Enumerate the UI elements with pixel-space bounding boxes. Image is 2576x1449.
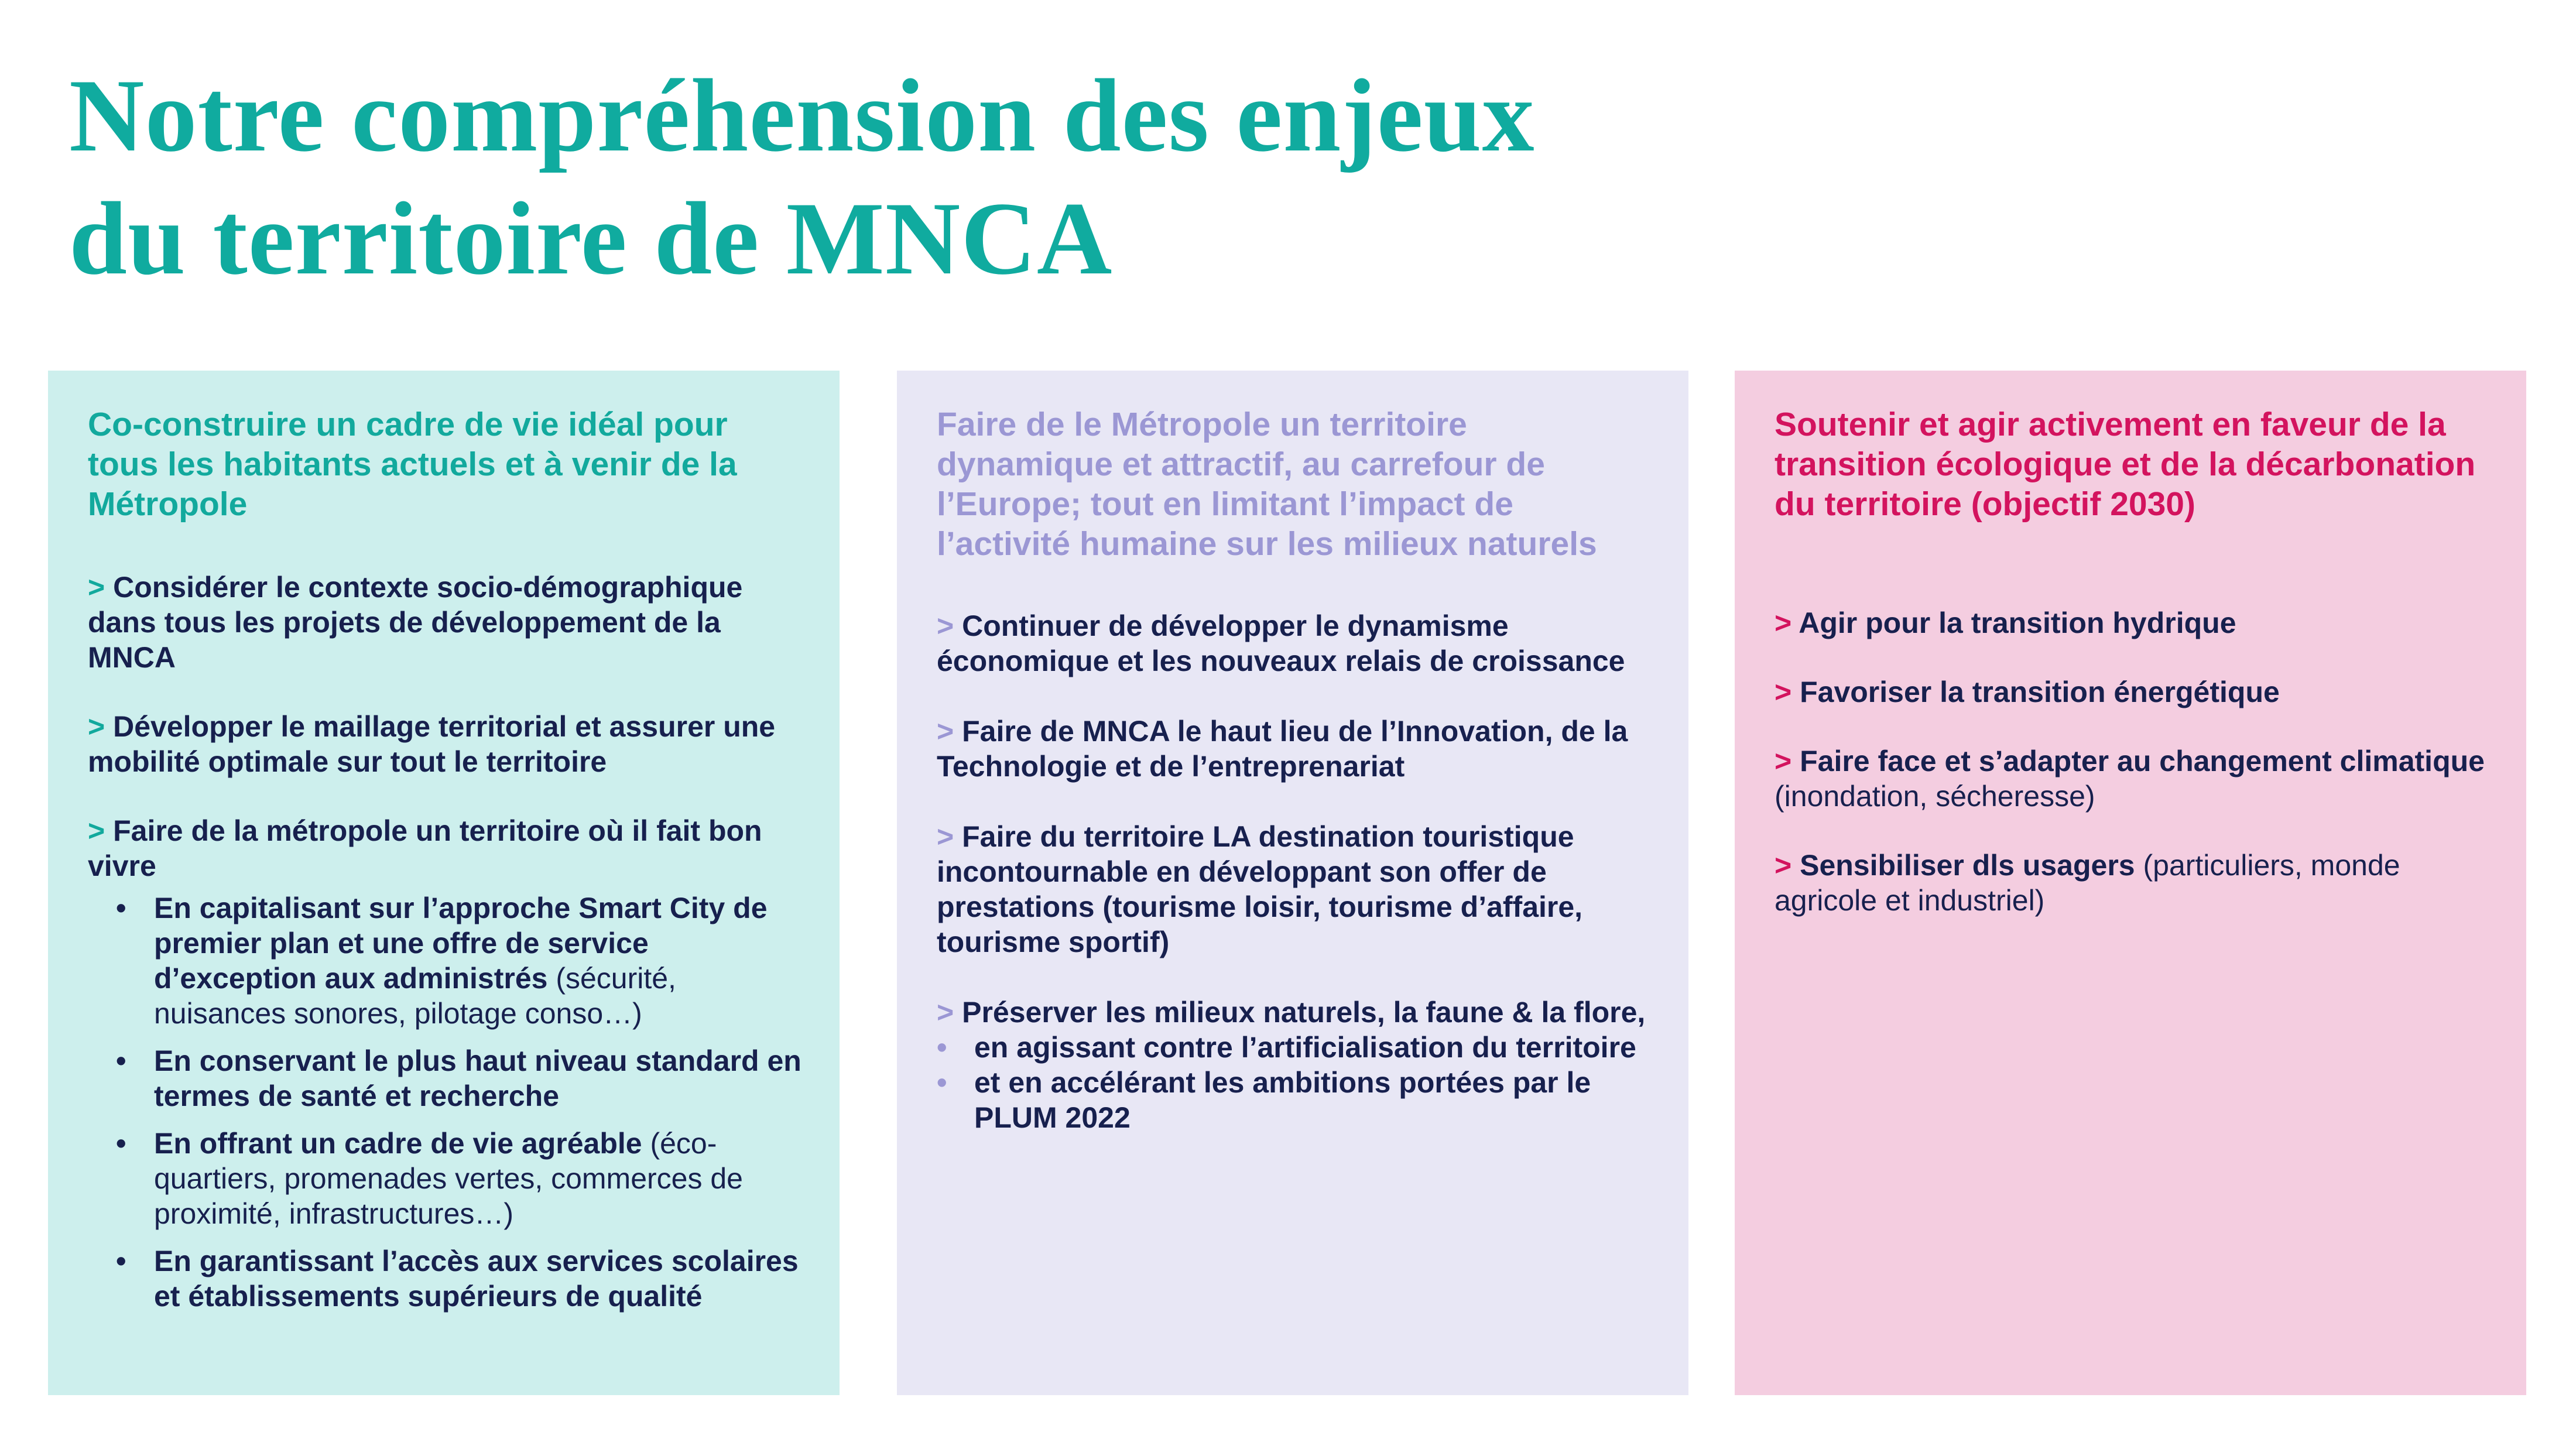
item-normal-text: (inondation, sécheresse): [1775, 780, 2095, 813]
item-text: Faire du territoire LA destination touristique incontournable en développant son offer de prestations (tourisme loisir, tourisme d’affaire, tourisme sportif): [937, 820, 1583, 958]
bullet-item: [88, 1126, 803, 1231]
bullet-item: [937, 1030, 1652, 1065]
list-item: [937, 608, 1652, 679]
list-item: [1775, 674, 2490, 710]
bullet-item: [88, 890, 803, 1031]
arrow-marker: >: [88, 814, 105, 847]
bullet-list: [88, 890, 803, 1314]
item-text: Faire de MNCA le haut lieu de l’Innovation, de la Technologie et de l’entreprenariat: [937, 715, 1628, 783]
bullet-item: [937, 1065, 1652, 1135]
page-title-line-2: du territoire de MNCA: [69, 180, 1113, 296]
bullet-normal-text: (éco-quartiers, promenades vertes, commerces de proximité, infrastructures…): [154, 1127, 743, 1230]
bullet-dot-icon: •: [937, 1066, 947, 1099]
arrow-marker: >: [937, 996, 954, 1029]
bullet-dot-icon: •: [116, 1127, 126, 1160]
list-item: [937, 819, 1652, 960]
bullet-dot-icon: •: [116, 1245, 126, 1277]
item-text: Continuer de développer le dynamisme économique et les nouveaux relais de croissance: [937, 609, 1625, 677]
arrow-marker: >: [1775, 745, 1792, 777]
bullet-bold-text: En capitalisant sur l’approche Smart City de premier plan et une offre de service d’exception aux administrés: [154, 892, 768, 995]
list-item: [88, 709, 803, 779]
list-item: [1775, 848, 2490, 918]
card-dynamisme-attractivite: [897, 371, 1688, 1395]
card-items: [1775, 605, 2490, 918]
bullet-list: [937, 1030, 1652, 1135]
arrow-marker: >: [937, 609, 954, 642]
list-item: [1775, 744, 2490, 814]
bullet-normal-text: (sécurité, nuisances sonores, pilotage conso…): [154, 962, 676, 1030]
card-heading: Co-construire un cadre de vie idéal pour tous les habitants actuels et à venir de la Métropole: [88, 406, 737, 523]
item-text: Préserver les milieux naturels, la faune & la flore,: [962, 996, 1646, 1029]
item-text: Faire face et s’adapter au changement climatique: [1800, 745, 2485, 777]
bullet-item: [88, 1043, 803, 1114]
page-title-line-1: Notre compréhension des enjeux: [69, 57, 1535, 173]
bullet-bold-text: En offrant un cadre de vie agréable: [154, 1127, 642, 1160]
card-items: [937, 608, 1652, 1135]
bullet-bold-text: et en accélérant les ambitions portées par le PLUM 2022: [974, 1066, 1591, 1134]
arrow-marker: >: [937, 820, 954, 853]
item-text: Agir pour la transition hydrique: [1799, 607, 2236, 639]
list-item: [1775, 605, 2490, 640]
bullet-dot-icon: •: [937, 1031, 947, 1064]
item-normal-text: (particuliers, monde agricole et industriel): [1775, 849, 2400, 917]
card-cadre-de-vie: [48, 371, 840, 1395]
arrow-marker: >: [88, 571, 105, 604]
bullet-dot-icon: •: [116, 892, 126, 924]
bullet-item: [88, 1244, 803, 1314]
arrow-marker: >: [937, 715, 954, 748]
item-text: Favoriser la transition énergétique: [1800, 676, 2280, 708]
list-item: [937, 995, 1652, 1030]
bullet-dot-icon: •: [116, 1044, 126, 1077]
page-title: [69, 54, 1825, 300]
item-text: Sensibiliser dls usagers: [1800, 849, 2135, 882]
arrow-marker: >: [1775, 607, 1792, 639]
arrow-marker: >: [1775, 676, 1792, 708]
item-text: Considérer le contexte socio-démographique dans tous les projets de développement de la MNCA: [88, 571, 743, 674]
card-heading: Faire de le Métropole un territoire dynamique et attractif, au carrefour de l’Europe; tout en limitant l’impact de l’activité humaine sur les milieux naturels: [937, 406, 1597, 563]
card-items: [88, 570, 803, 1314]
arrow-marker: >: [88, 710, 105, 743]
arrow-marker: >: [1775, 849, 1792, 882]
item-text: Faire de la métropole un territoire où il fait bon vivre: [88, 814, 762, 882]
card-transition-ecologique: [1735, 371, 2526, 1395]
bullet-bold-text: En conservant le plus haut niveau standard en termes de santé et recherche: [154, 1044, 801, 1112]
item-text: Développer le maillage territorial et assurer une mobilité optimale sur tout le territoire: [88, 710, 776, 778]
list-item: [88, 813, 803, 883]
bullet-bold-text: En garantissant l’accès aux services scolaires et établissements supérieurs de qualité: [154, 1245, 799, 1313]
list-item: [937, 714, 1652, 784]
bullet-bold-text: en agissant contre l’artificialisation du territoire: [974, 1031, 1636, 1064]
list-item: [88, 570, 803, 675]
card-heading: Soutenir et agir activement en faveur de la transition écologique et de la décarbonation du territoire (objectif 2030): [1775, 406, 2476, 523]
